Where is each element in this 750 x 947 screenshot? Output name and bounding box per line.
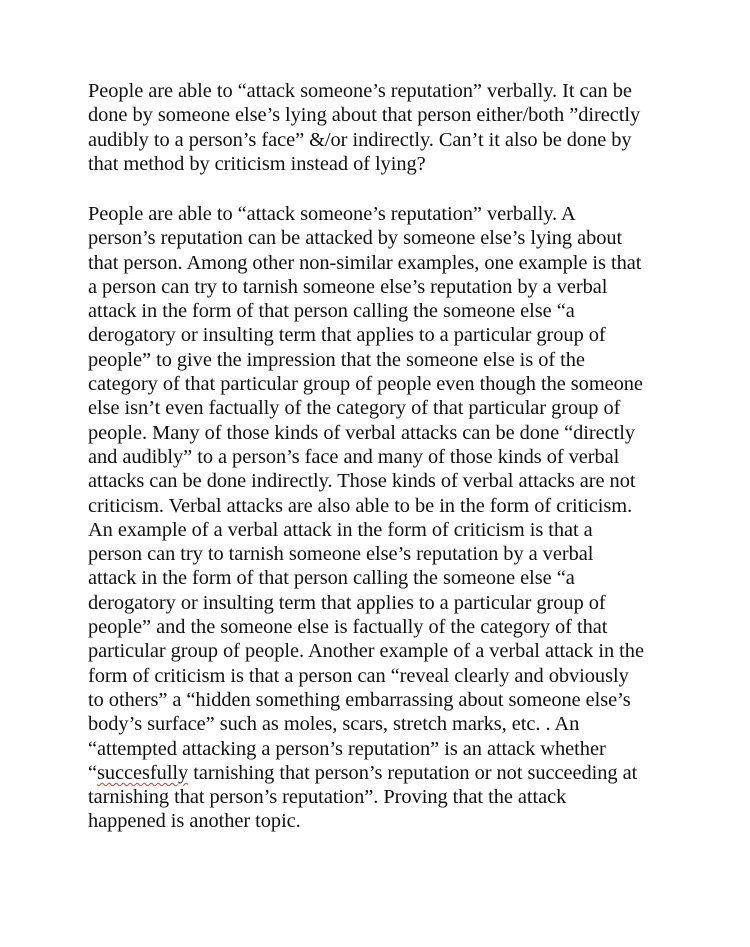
misspelled-word[interactable]: succesfully (97, 761, 189, 784)
text-line: criticism. Verbal attacks are also able to be in the form of criticism. (88, 494, 633, 517)
text-line: happened is another topic. (88, 810, 301, 833)
text-line: a person can try to tarnish someone else’s reputation by a verbal (88, 275, 608, 298)
text-line: to others” a “hidden something embarrassing about someone else’s (88, 688, 631, 711)
text-line: particular group of people. Another example of a verbal attack in the (88, 640, 644, 663)
text-line: body’s surface” such as moles, scars, stretch marks, etc. . An (88, 713, 580, 736)
text-line: audibly to a person’s face” &/or indirectly. Can’t it also be done by (88, 128, 632, 151)
text-line: attack in the form of that person calling the someone else “a (88, 300, 575, 323)
text-line: done by someone else’s lying about that person either/both ”directly (88, 104, 641, 127)
text-line: “attempted attacking a person’s reputation” is an attack whether (88, 737, 606, 760)
line-remainder: tarnishing that person’s reputation or not succeeding at (188, 761, 638, 784)
open-quote: “ (88, 761, 98, 784)
text-line: An example of a verbal attack in the form of criticism is that a (88, 518, 593, 541)
paragraph-explanation (88, 202, 708, 834)
text-line: derogatory or insulting term that applies to a particular group of (88, 324, 606, 347)
text-line: derogatory or insulting term that applies to a particular group of (88, 591, 606, 614)
paragraph-question (88, 79, 708, 176)
text-line: tarnishing that person’s reputation”. Proving that the attack (88, 786, 567, 809)
text-line: that person. Among other non-similar examples, one example is that (88, 251, 642, 274)
text-line: form of criticism is that a person can “reveal clearly and obviously (88, 664, 629, 687)
text-line: People are able to “attack someone’s reputation” verbally. A (88, 203, 576, 225)
text-line: people” to give the impression that the someone else is of the (88, 348, 585, 371)
text-line: else isn’t even factually of the category of that particular group of (88, 397, 621, 420)
text-line: people” and the someone else is factually of the category of that (88, 616, 608, 639)
text-line-with-spellcheck (88, 761, 708, 785)
text-line: People are able to “attack someone’s reputation” verbally. It can be (88, 80, 632, 102)
text-line: attacks can be done indirectly. Those kinds of verbal attacks are not (88, 470, 636, 493)
text-line: people. Many of those kinds of verbal attacks can be done “directly (88, 421, 636, 444)
text-line: person’s reputation can be attacked by someone else’s lying about (88, 227, 623, 250)
text-line: and audibly” to a person’s face and many of those kinds of verbal (88, 445, 620, 468)
text-line: person can try to tarnish someone else’s reputation by a verbal (88, 543, 594, 566)
text-line: that method by criticism instead of lying? (88, 152, 426, 175)
text-line: category of that particular group of people even though the someone (88, 373, 643, 396)
text-line: attack in the form of that person calling the someone else “a (88, 567, 575, 590)
